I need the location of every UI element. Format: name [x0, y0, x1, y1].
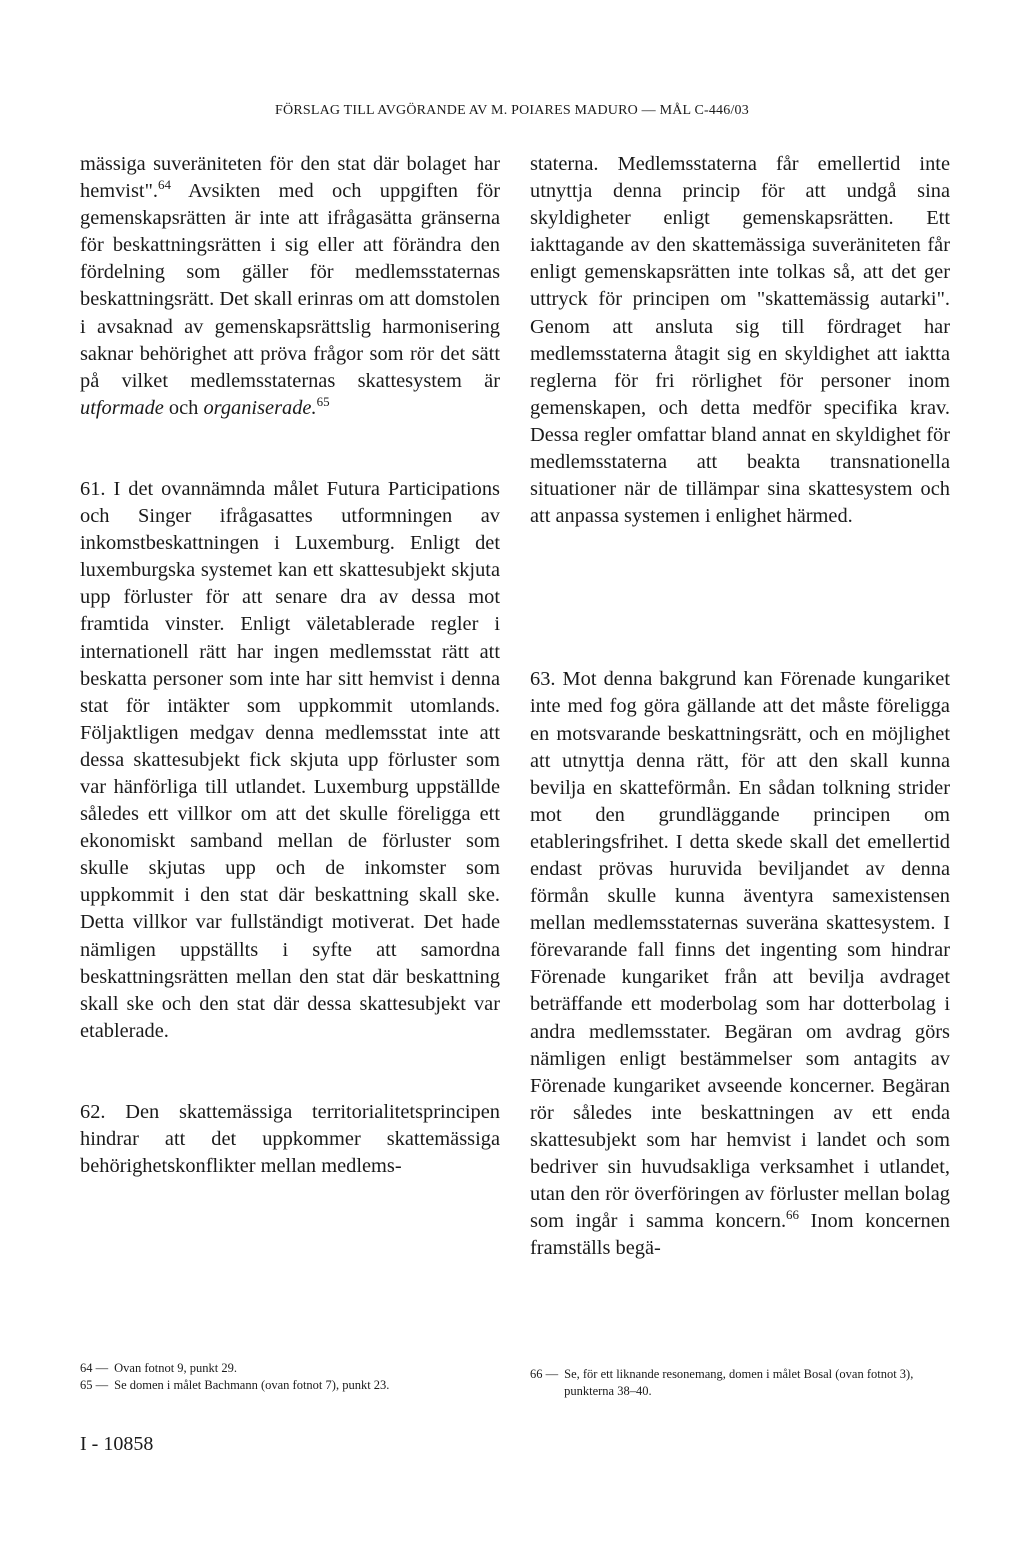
footnote-number: 66 —	[530, 1367, 559, 1381]
footnote-ref-66[interactable]: 66	[786, 1207, 800, 1223]
paragraph-62-continuation: staterna. Medlemsstaterna får emellertid inte utnyttja denna princip för att undgå sina skyldigheter enligt gemenskapsrätten. Ett iakttagande av den skattemässiga suveräniteten får enligt gemenskapsrätten inte tolkas så, att det ger uttryck för principen om "skattemässig autarki". Genom att ansluta sig till fördraget har medlemsstaterna åtagit sig en skyldighet att iaktta reglerna för fri rörlighet för personer inom gemenskapen, och detta medför specifika krav. Dessa regler omfattar bland annat en skyldighet för medlemsstaterna att beakta transnationella situationer när de tillämpar sina skattesystem och att anpassa systemen i enlighet härmed.	[530, 153, 950, 528]
footnote-66	[530, 1366, 960, 1400]
left-column	[80, 151, 500, 1180]
footnotes-right	[530, 1366, 960, 1400]
footnote-65	[80, 1377, 500, 1394]
footnote-number: 65 —	[80, 1378, 109, 1392]
footnote-text: Se, för ett liknande resonemang, domen i målet Bosal (ovan fotnot 3), punkterna 38–40.	[564, 1367, 914, 1398]
text-segment: Avsikten med och uppgiften för gemenskapsrätten är inte att ifrågasätta gränserna för beskattningsrätten i sig eller att förändra den fördelning som gäller för medlemsstaternas beskattningsrätt. Det skall erinras om att domstolen i avsaknad av gemenskapsrättslig harmonisering saknar behörighet att pröva frågor som rör det sätt på vilket medlemsstaternas skattesystem är	[80, 180, 500, 392]
paragraph-62: 62. Den skattemässiga territorialitetsprincipen hindrar att det uppkommer skattemässiga behörighetskonflikter mellan medlems-	[80, 1100, 500, 1178]
running-header: FÖRSLAG TILL AVGÖRANDE AV M. POIARES MADURO — MÅL C-446/03	[275, 103, 749, 118]
footnote-text: Ovan fotnot 9, punkt 29.	[114, 1361, 238, 1375]
text-segment: Inom koncernen framställs begä-	[530, 1210, 950, 1260]
footnotes-left	[80, 1360, 500, 1394]
footnote-text: Se domen i målet Bachmann (ovan fotnot 7), punkt 23.	[114, 1378, 390, 1392]
footnote-number: 64 —	[80, 1361, 109, 1375]
text-segment: 63. Mot denna bakgrund kan Förenade kungariket inte med fog göra gällande att det måste föreligga en motsvarande beskattningsrätt, och en möjlighet att utnyttja denna rätt, för att den skall kunna bevilja en skatteförmån. En sådan tolkning strider mot den grundläggande principen om etableringsfrihet. I detta skede skall det emellertid endast prövas huruvida beviljandet av denna förmån skulle kunna äventyra samexistensen mellan medlemsstaternas suveräna skattesystem. I förevarande fall finns det ingenting som hindrar Förenade kungariket från att bevilja avdraget beträffande ett moderbolag som har dotterbolag i andra medlemsstater. Begäran om avdrag görs nämligen enligt bestämmelser som antagits av Förenade kungariket avseende koncerner. Begäran rör således inte beskattningen av ett enda skattesubjekt som har hemvist i landet och som bedriver sin huvudsakliga verksamhet i utlandet, utan den rör överföringen av förluster mellan bolag som ingår i samma koncern.	[530, 668, 950, 1233]
footnote-64	[80, 1360, 500, 1377]
footnote-ref-65[interactable]: 65	[316, 394, 330, 410]
paragraph-61: 61. I det ovannämnda målet Futura Participations och Singer ifrågasattes utformningen av inkomstbeskattningen i Luxemburg. Enligt det luxemburgska systemet kan ett skattesubjekt skjuta upp förluster för att senare dra av dessa mot framtida vinster. Enligt väletablerade regler i internationell rätt har ingen medlemsstat rätt att beskatta personer som inte har sitt hemvist i denna stat för intäkter som uppkommit utomlands. Följaktligen medgav denna medlemsstat inte att dessa skattesubjekt fick skjuta upp förluster som var hänförliga till utlandet. Luxemburg uppställde således ett villkor om att det skulle föreligga ett ekonomiskt samband mellan de förluster som skulle skjutas upp och de inkomster som uppkommit i den stat där beskattning skall ske. Detta villkor var fullständigt motiverat. Det hade nämligen uppställts i syfte att samordna beskattningsrätten mellan den stat där beskattning skall ske och den stat där dessa skattesubjekt var etablerade.	[80, 477, 500, 1042]
emphasis-text: utformade	[80, 396, 164, 419]
text-segment: och	[163, 396, 204, 419]
page-number: I - 10858	[80, 1433, 154, 1455]
emphasis-text: organiserade.	[203, 396, 317, 419]
paragraph-63	[530, 666, 950, 1262]
right-column	[530, 151, 950, 1262]
footnote-ref-64[interactable]: 64	[158, 177, 171, 193]
paragraph-60-continuation	[80, 151, 500, 422]
text-segment: mässiga suveräniteten för den stat där bolaget har hemvist".	[80, 153, 500, 203]
